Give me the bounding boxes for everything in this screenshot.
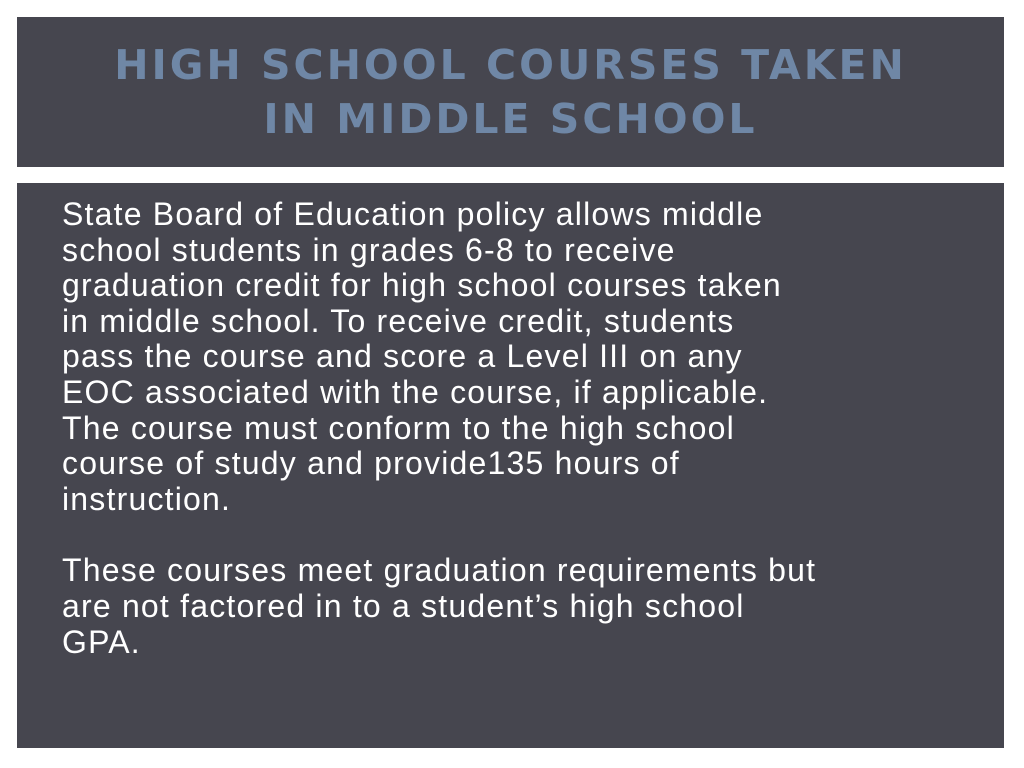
paragraph-gpa — [62, 553, 977, 660]
paragraph-line: school students in grades 6-8 to receive — [62, 231, 676, 268]
paragraph-line: EOC associated with the course, if applicable. — [62, 373, 769, 410]
slide-title-line-2: IN MIDDLE SCHOOL — [263, 95, 758, 143]
paragraph-line: The course must conform to the high school — [62, 409, 735, 446]
paragraph-line: are not factored in to a student’s high school — [62, 587, 745, 624]
paragraph-policy — [62, 197, 977, 517]
paragraph-line: in middle school. To receive credit, students — [62, 302, 735, 339]
paragraph-line: instruction. — [62, 480, 232, 517]
paragraph-line: State Board of Education policy allows middle — [62, 196, 764, 232]
paragraph-line: These courses meet graduation requirements but — [62, 552, 817, 589]
paragraph-line: graduation credit for high school courses taken — [62, 267, 782, 304]
paragraph-line: GPA. — [62, 623, 141, 660]
title-panel — [17, 17, 1004, 167]
content-panel — [17, 183, 1004, 748]
paragraph-line: course of study and provide135 hours of — [62, 445, 680, 482]
body-text — [62, 197, 977, 696]
slide-title-line-1: HIGH SCHOOL COURSES TAKEN — [114, 41, 907, 89]
paragraph-line: pass the course and score a Level III on any — [62, 338, 743, 375]
